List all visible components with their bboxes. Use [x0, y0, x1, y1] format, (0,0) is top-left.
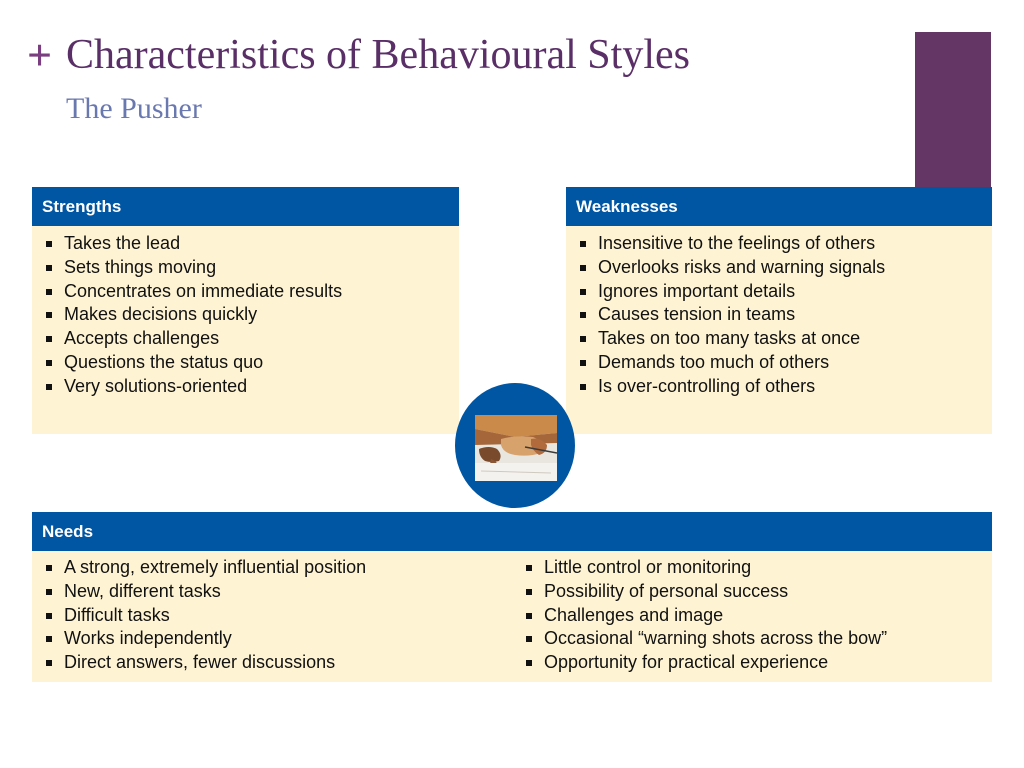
square-bullet-icon [46, 384, 52, 390]
list-item: Overlooks risks and warning signals [578, 256, 992, 280]
list-item: Takes the lead [44, 232, 459, 256]
square-bullet-icon [526, 613, 532, 619]
square-bullet-icon [46, 241, 52, 247]
needs-panel [32, 512, 992, 682]
list-item: Direct answers, fewer discussions [44, 651, 512, 675]
list-item: Ignores important details [578, 280, 992, 304]
slide-title: Characteristics of Behavioural Styles [66, 32, 690, 78]
plus-icon: + [27, 31, 53, 80]
weaknesses-panel [566, 187, 992, 434]
weaknesses-header: Weaknesses [566, 187, 992, 226]
square-bullet-icon [46, 336, 52, 342]
needs-left-column [32, 551, 512, 675]
square-bullet-icon [46, 565, 52, 571]
square-bullet-icon [46, 660, 52, 666]
needs-left-list [32, 551, 512, 675]
square-bullet-icon [526, 636, 532, 642]
square-bullet-icon [580, 265, 586, 271]
square-bullet-icon [46, 636, 52, 642]
list-item: A strong, extremely influential position [44, 556, 512, 580]
needs-right-column [512, 551, 887, 675]
list-item: New, different tasks [44, 580, 512, 604]
square-bullet-icon [46, 289, 52, 295]
list-item: Opportunity for practical experience [524, 651, 887, 675]
square-bullet-icon [580, 289, 586, 295]
square-bullet-icon [580, 241, 586, 247]
square-bullet-icon [46, 589, 52, 595]
square-bullet-icon [526, 589, 532, 595]
list-item: Accepts challenges [44, 327, 459, 351]
list-item: Insensitive to the feelings of others [578, 232, 992, 256]
square-bullet-icon [46, 613, 52, 619]
needs-right-list [512, 551, 887, 675]
square-bullet-icon [580, 336, 586, 342]
square-bullet-icon [46, 360, 52, 366]
needs-columns [32, 551, 992, 675]
list-item: Demands too much of others [578, 351, 992, 375]
list-item: Occasional “warning shots across the bow” [524, 627, 887, 651]
list-item: Little control or monitoring [524, 556, 887, 580]
needs-header: Needs [32, 512, 992, 551]
list-item: Makes decisions quickly [44, 303, 459, 327]
list-item: Questions the status quo [44, 351, 459, 375]
list-item: Concentrates on immediate results [44, 280, 459, 304]
square-bullet-icon [526, 565, 532, 571]
square-bullet-icon [580, 360, 586, 366]
strengths-list [32, 226, 459, 399]
strengths-panel [32, 187, 459, 434]
list-item: Takes on too many tasks at once [578, 327, 992, 351]
accent-bar [915, 32, 991, 188]
hands-writing-photo [475, 415, 557, 481]
square-bullet-icon [526, 660, 532, 666]
weaknesses-list [566, 226, 992, 399]
square-bullet-icon [46, 265, 52, 271]
strengths-header: Strengths [32, 187, 459, 226]
list-item: Causes tension in teams [578, 303, 992, 327]
list-item: Possibility of personal success [524, 580, 887, 604]
list-item: Difficult tasks [44, 604, 512, 628]
slide-subtitle: The Pusher [66, 92, 202, 125]
square-bullet-icon [580, 312, 586, 318]
list-item: Sets things moving [44, 256, 459, 280]
list-item: Works independently [44, 627, 512, 651]
list-item: Very solutions-oriented [44, 375, 459, 399]
square-bullet-icon [580, 384, 586, 390]
square-bullet-icon [46, 312, 52, 318]
list-item: Challenges and image [524, 604, 887, 628]
list-item: Is over-controlling of others [578, 375, 992, 399]
